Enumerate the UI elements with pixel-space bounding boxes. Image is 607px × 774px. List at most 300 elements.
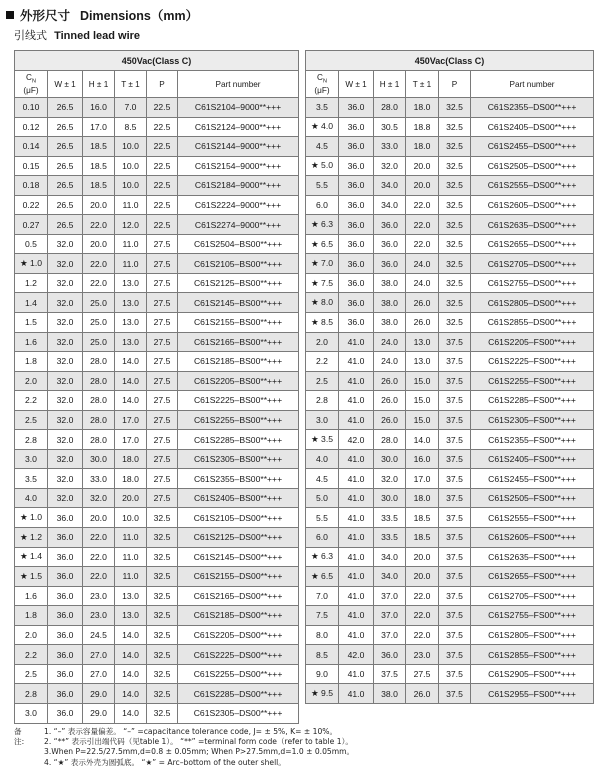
cell-height: 34.0 (374, 176, 406, 196)
cell-pitch: 32.5 (439, 137, 471, 157)
cell-capacitance: 1.6 (15, 332, 48, 352)
cell-height: 38.0 (374, 684, 406, 704)
cell-thickness: 18.0 (115, 449, 147, 469)
cell-pitch: 32.5 (439, 215, 471, 235)
table-row (306, 371, 594, 391)
cell-part-number: C61S2655–DS00**+++ (471, 234, 594, 254)
table-row (15, 352, 299, 372)
cell-width: 41.0 (339, 449, 374, 469)
cell-part-number: C61S2144–9000**+++ (178, 137, 299, 157)
cell-part-number: C61S2185–BS00**+++ (178, 352, 299, 372)
table-row (306, 469, 594, 489)
cell-height: 16.0 (83, 98, 115, 118)
table-row (15, 117, 299, 137)
cn-symbol: C (26, 72, 32, 82)
cell-width: 36.0 (339, 215, 374, 235)
cell-pitch: 32.5 (147, 567, 178, 587)
table-row (15, 215, 299, 235)
cell-height: 33.5 (374, 528, 406, 548)
cell-width: 41.0 (339, 352, 374, 372)
cell-width: 36.0 (48, 586, 83, 606)
cell-part-number: C61S2255–DS00**+++ (178, 664, 299, 684)
cell-width: 41.0 (339, 567, 374, 587)
cell-width: 41.0 (339, 469, 374, 489)
col-width: W ± 1 (48, 71, 83, 98)
cell-height: 38.0 (374, 273, 406, 293)
table-row (15, 410, 299, 430)
cell-width: 36.0 (339, 195, 374, 215)
cell-height: 37.0 (374, 606, 406, 626)
col-thickness: T ± 1 (406, 71, 439, 98)
cell-pitch: 27.5 (147, 371, 178, 391)
cell-thickness: 18.0 (406, 137, 439, 157)
cell-height: 36.0 (374, 645, 406, 665)
cell-pitch: 32.5 (439, 117, 471, 137)
cell-width: 41.0 (339, 606, 374, 626)
cell-height: 38.0 (374, 293, 406, 313)
cell-height: 22.0 (83, 567, 115, 587)
cell-width: 32.0 (48, 313, 83, 333)
cell-pitch: 32.5 (439, 156, 471, 176)
cell-width: 36.0 (48, 645, 83, 665)
table-row (15, 430, 299, 450)
cell-height: 37.5 (374, 664, 406, 684)
note-line: 3.When P=22.5/27.5mm,d=0.8 ± 0.05mm; When P>27.5mm,d=1.0 ± 0.05mm。 (44, 747, 355, 757)
cell-part-number: C61S2405–BS00**+++ (178, 488, 299, 508)
table-row (306, 567, 594, 587)
cell-pitch: 22.5 (147, 215, 178, 235)
cell-capacitance: 7.5 (306, 606, 339, 626)
cell-width: 32.0 (48, 488, 83, 508)
table-row (15, 176, 299, 196)
cell-part-number: C61S2504–BS00**+++ (178, 234, 299, 254)
cell-capacitance: ★ 9.5 (306, 684, 339, 704)
cell-part-number: C61S2165–DS00**+++ (178, 586, 299, 606)
cell-pitch: 27.5 (147, 352, 178, 372)
note-line: 4. “★” 表示外壳为圆弧底。 “★” = Arc–bottom of the outer shell。 (44, 757, 286, 767)
cell-part-number: C61S2455–DS00**+++ (471, 137, 594, 157)
table-row (306, 410, 594, 430)
cell-height: 18.5 (83, 156, 115, 176)
cell-part-number: C61S2635–DS00**+++ (471, 215, 594, 235)
cn-unit: (μF) (314, 86, 330, 96)
col-pitch: P (147, 71, 178, 98)
class-header: 450Vac(Class C) (306, 51, 594, 71)
cell-thickness: 11.0 (115, 567, 147, 587)
cell-width: 36.0 (48, 703, 83, 723)
table-row (306, 508, 594, 528)
cell-thickness: 12.0 (115, 215, 147, 235)
cell-part-number: C61S2145–DS00**+++ (178, 547, 299, 567)
cell-capacitance: 2.8 (306, 391, 339, 411)
cell-width: 36.0 (339, 117, 374, 137)
cell-part-number: C61S2285–BS00**+++ (178, 430, 299, 450)
table-row (306, 273, 594, 293)
cell-part-number: C61S2224–9000**+++ (178, 195, 299, 215)
cell-pitch: 27.5 (147, 469, 178, 489)
cell-capacitance: 1.8 (15, 352, 48, 372)
cell-height: 23.0 (83, 606, 115, 626)
cell-height: 33.0 (83, 469, 115, 489)
cn-symbol: C (317, 72, 323, 82)
dimensions-table-left (14, 50, 299, 724)
table-row (306, 391, 594, 411)
table-row (306, 137, 594, 157)
col-height: H ± 1 (83, 71, 115, 98)
cell-part-number: C61S2805–FS00**+++ (471, 625, 594, 645)
left-table-body (15, 98, 299, 724)
cell-thickness: 18.0 (406, 488, 439, 508)
cell-part-number: C61S2155–DS00**+++ (178, 567, 299, 587)
cell-width: 36.0 (48, 684, 83, 704)
cell-thickness: 14.0 (115, 645, 147, 665)
table-row (15, 332, 299, 352)
cell-width: 41.0 (339, 371, 374, 391)
cell-thickness: 24.0 (406, 273, 439, 293)
cell-width: 36.0 (339, 98, 374, 118)
cell-height: 26.0 (374, 371, 406, 391)
cell-part-number: C61S2165–BS00**+++ (178, 332, 299, 352)
col-thickness: T ± 1 (115, 71, 147, 98)
cell-width: 41.0 (339, 547, 374, 567)
table-row (306, 332, 594, 352)
cell-thickness: 22.0 (406, 195, 439, 215)
cell-width: 36.0 (339, 254, 374, 274)
cell-height: 28.0 (83, 391, 115, 411)
cell-pitch: 37.5 (439, 469, 471, 489)
cell-thickness: 13.0 (115, 313, 147, 333)
cell-part-number: C61S2274–9000**+++ (178, 215, 299, 235)
table-row (306, 684, 594, 704)
cell-width: 26.5 (48, 176, 83, 196)
table-row (15, 664, 299, 684)
cell-thickness: 8.5 (115, 117, 147, 137)
cell-capacitance: 2.5 (15, 664, 48, 684)
cell-height: 37.0 (374, 625, 406, 645)
table-row (306, 430, 594, 450)
cell-part-number: C61S2555–DS00**+++ (471, 176, 594, 196)
cell-part-number: C61S2855–FS00**+++ (471, 645, 594, 665)
cell-pitch: 22.5 (147, 117, 178, 137)
cell-capacitance: ★ 4.0 (306, 117, 339, 137)
cell-pitch: 27.5 (147, 332, 178, 352)
table-row (15, 234, 299, 254)
cell-capacitance: 4.0 (15, 488, 48, 508)
table-row (15, 645, 299, 665)
cell-pitch: 32.5 (439, 98, 471, 118)
cell-width: 36.0 (339, 234, 374, 254)
cell-part-number: C61S2255–FS00**+++ (471, 371, 594, 391)
table-row (15, 586, 299, 606)
cell-pitch: 37.5 (439, 449, 471, 469)
cell-pitch: 37.5 (439, 664, 471, 684)
cell-part-number: C61S2255–BS00**+++ (178, 410, 299, 430)
cn-subscript: N (322, 78, 327, 85)
cell-thickness: 22.0 (406, 586, 439, 606)
cell-part-number: C61S2605–DS00**+++ (471, 195, 594, 215)
cell-thickness: 14.0 (115, 371, 147, 391)
cell-width: 36.0 (48, 528, 83, 548)
cell-pitch: 37.5 (439, 606, 471, 626)
cell-part-number: C61S2225–BS00**+++ (178, 391, 299, 411)
cell-capacitance: 5.5 (306, 508, 339, 528)
cell-height: 32.0 (374, 156, 406, 176)
cell-capacitance: 6.0 (306, 195, 339, 215)
cell-width: 36.0 (48, 508, 83, 528)
cell-part-number: C61S2145–BS00**+++ (178, 293, 299, 313)
cell-thickness: 14.0 (406, 430, 439, 450)
cell-pitch: 32.5 (439, 195, 471, 215)
cell-thickness: 27.5 (406, 664, 439, 684)
col-capacitance (306, 71, 339, 98)
cell-pitch: 37.5 (439, 586, 471, 606)
cell-part-number: C61S2205–DS00**+++ (178, 625, 299, 645)
section-subtitle (14, 27, 140, 43)
cell-thickness: 13.0 (115, 606, 147, 626)
cell-pitch: 32.5 (147, 664, 178, 684)
cell-capacitance: 1.2 (15, 273, 48, 293)
cell-width: 41.0 (339, 586, 374, 606)
cell-capacitance: 3.5 (306, 98, 339, 118)
cell-part-number: C61S2355–DS00**+++ (471, 98, 594, 118)
cell-capacitance: ★ 6.5 (306, 567, 339, 587)
cell-thickness: 14.0 (115, 352, 147, 372)
cell-thickness: 18.0 (406, 98, 439, 118)
cell-pitch: 32.5 (439, 313, 471, 333)
cell-height: 24.0 (374, 352, 406, 372)
table-row (306, 234, 594, 254)
cell-pitch: 32.5 (439, 293, 471, 313)
cell-pitch: 22.5 (147, 137, 178, 157)
cell-pitch: 32.5 (439, 273, 471, 293)
cell-pitch: 27.5 (147, 273, 178, 293)
cell-width: 36.0 (48, 606, 83, 626)
cell-width: 26.5 (48, 156, 83, 176)
cell-capacitance: ★ 1.2 (15, 528, 48, 548)
cell-part-number: C61S2205–FS00**+++ (471, 332, 594, 352)
cell-part-number: C61S2405–FS00**+++ (471, 449, 594, 469)
cell-part-number: C61S2805–DS00**+++ (471, 293, 594, 313)
cell-thickness: 13.0 (115, 332, 147, 352)
table-row (15, 703, 299, 723)
table-row (15, 371, 299, 391)
cell-part-number: C61S2124–9000**+++ (178, 117, 299, 137)
table-row (306, 156, 594, 176)
cell-capacitance: 0.15 (15, 156, 48, 176)
cell-capacitance: 2.0 (15, 371, 48, 391)
cell-height: 28.0 (83, 352, 115, 372)
cell-part-number: C61S2285–DS00**+++ (178, 684, 299, 704)
cell-pitch: 32.5 (147, 645, 178, 665)
cell-thickness: 18.5 (406, 528, 439, 548)
cell-width: 32.0 (48, 332, 83, 352)
cell-height: 34.0 (374, 547, 406, 567)
cell-thickness: 20.0 (406, 156, 439, 176)
cell-part-number: C61S2655–FS00**+++ (471, 567, 594, 587)
table-row (15, 469, 299, 489)
cell-capacitance: 0.18 (15, 176, 48, 196)
cell-thickness: 14.0 (115, 664, 147, 684)
cell-thickness: 15.0 (406, 391, 439, 411)
cell-width: 36.0 (339, 313, 374, 333)
class-header: 450Vac(Class C) (15, 51, 299, 71)
table-row (15, 449, 299, 469)
cell-thickness: 22.0 (406, 606, 439, 626)
cell-part-number: C61S2305–BS00**+++ (178, 449, 299, 469)
cell-part-number: C61S2125–DS00**+++ (178, 528, 299, 548)
cell-width: 32.0 (48, 254, 83, 274)
cell-thickness: 18.8 (406, 117, 439, 137)
cell-width: 41.0 (339, 684, 374, 704)
cell-thickness: 22.0 (406, 234, 439, 254)
cell-capacitance: 3.5 (15, 469, 48, 489)
cell-height: 32.0 (83, 488, 115, 508)
cell-width: 32.0 (48, 449, 83, 469)
cell-height: 25.0 (83, 332, 115, 352)
cell-capacitance: 2.5 (15, 410, 48, 430)
cell-thickness: 10.0 (115, 176, 147, 196)
table-row (306, 625, 594, 645)
cell-part-number: C61S2505–DS00**+++ (471, 156, 594, 176)
cell-height: 36.0 (374, 234, 406, 254)
cell-capacitance: ★ 6.5 (306, 234, 339, 254)
cell-pitch: 27.5 (147, 293, 178, 313)
cell-thickness: 11.0 (115, 234, 147, 254)
note-line: 1. “–” 表示容量偏差。 “–” =capacitance tolerance code, J= ± 5%, K= ± 10%。 (44, 727, 338, 736)
table-row (15, 606, 299, 626)
cell-capacitance: 4.5 (306, 137, 339, 157)
cell-width: 36.0 (339, 156, 374, 176)
cell-pitch: 22.5 (147, 176, 178, 196)
cell-pitch: 37.5 (439, 352, 471, 372)
cell-part-number: C61S2635–FS00**+++ (471, 547, 594, 567)
cell-capacitance: 0.27 (15, 215, 48, 235)
cell-height: 26.0 (374, 410, 406, 430)
cell-thickness: 20.0 (406, 547, 439, 567)
cell-thickness: 18.5 (406, 508, 439, 528)
cell-pitch: 32.5 (439, 234, 471, 254)
cell-capacitance: 2.8 (15, 430, 48, 450)
cell-width: 36.0 (48, 567, 83, 587)
cell-pitch: 37.5 (439, 391, 471, 411)
cell-capacitance: ★ 3.5 (306, 430, 339, 450)
cell-height: 38.0 (374, 313, 406, 333)
cell-width: 32.0 (48, 293, 83, 313)
cell-capacitance: 2.2 (306, 352, 339, 372)
cell-thickness: 26.0 (406, 293, 439, 313)
cell-capacitance: 2.0 (306, 332, 339, 352)
cell-part-number: C61S2225–FS00**+++ (471, 352, 594, 372)
table-row (306, 215, 594, 235)
cell-pitch: 37.5 (439, 645, 471, 665)
table-row (15, 567, 299, 587)
cell-capacitance: 3.0 (15, 703, 48, 723)
cell-capacitance: ★ 7.0 (306, 254, 339, 274)
cell-thickness: 13.0 (115, 293, 147, 313)
cell-thickness: 20.0 (406, 567, 439, 587)
table-row (15, 547, 299, 567)
cell-width: 32.0 (48, 391, 83, 411)
cell-thickness: 11.0 (115, 528, 147, 548)
cell-part-number: C61S2705–DS00**+++ (471, 254, 594, 274)
col-part-number: Part number (178, 71, 299, 98)
table-row (15, 254, 299, 274)
cell-width: 41.0 (339, 488, 374, 508)
table-row (15, 156, 299, 176)
cell-pitch: 27.5 (147, 313, 178, 333)
cell-height: 20.0 (83, 508, 115, 528)
cell-capacitance: 2.5 (306, 371, 339, 391)
cell-height: 23.0 (83, 586, 115, 606)
cell-capacitance: 3.0 (15, 449, 48, 469)
cell-pitch: 37.5 (439, 625, 471, 645)
cell-height: 30.0 (83, 449, 115, 469)
cell-pitch: 27.5 (147, 234, 178, 254)
cell-pitch: 32.5 (147, 625, 178, 645)
cell-width: 32.0 (48, 469, 83, 489)
table-row (306, 449, 594, 469)
cell-height: 33.5 (374, 508, 406, 528)
cell-height: 37.0 (374, 586, 406, 606)
cell-part-number: C61S2125–BS00**+++ (178, 273, 299, 293)
cell-pitch: 32.5 (147, 606, 178, 626)
cell-thickness: 17.0 (406, 469, 439, 489)
cell-thickness: 13.0 (406, 332, 439, 352)
dimensions-table-right (305, 50, 594, 704)
cell-thickness: 13.0 (115, 586, 147, 606)
cell-pitch: 37.5 (439, 684, 471, 704)
cell-width: 32.0 (48, 273, 83, 293)
cell-width: 36.0 (48, 625, 83, 645)
cell-pitch: 32.5 (147, 508, 178, 528)
table-row (15, 195, 299, 215)
cell-width: 26.5 (48, 195, 83, 215)
cell-width: 41.0 (339, 391, 374, 411)
col-part-number: Part number (471, 71, 594, 98)
table-row (15, 98, 299, 118)
cell-capacitance: ★ 8.0 (306, 293, 339, 313)
note-line: 2. “**” 表示引出端代码（见table 1）。 “**” =terminal form code（refer to table 1）。 (44, 737, 353, 747)
cell-part-number: C61S2905–FS00**+++ (471, 664, 594, 684)
cell-height: 26.0 (374, 391, 406, 411)
cell-capacitance: 0.10 (15, 98, 48, 118)
cell-height: 18.5 (83, 176, 115, 196)
cell-width: 36.0 (339, 273, 374, 293)
cell-height: 30.5 (374, 117, 406, 137)
cell-part-number: C61S2755–DS00**+++ (471, 273, 594, 293)
section-title (6, 6, 198, 24)
cell-pitch: 32.5 (147, 547, 178, 567)
cell-height: 28.0 (83, 410, 115, 430)
cell-capacitance: ★ 6.3 (306, 547, 339, 567)
cell-thickness: 17.0 (115, 410, 147, 430)
cell-capacitance: 3.0 (306, 410, 339, 430)
table-row (306, 586, 594, 606)
cell-height: 30.0 (374, 488, 406, 508)
cell-height: 20.0 (83, 195, 115, 215)
cell-height: 36.0 (374, 215, 406, 235)
cell-width: 36.0 (339, 137, 374, 157)
cell-capacitance: 1.8 (15, 606, 48, 626)
cell-capacitance: 2.2 (15, 391, 48, 411)
cell-height: 28.0 (83, 371, 115, 391)
cell-height: 20.0 (83, 234, 115, 254)
cell-thickness: 22.0 (406, 215, 439, 235)
cell-part-number: C61S2305–DS00**+++ (178, 703, 299, 723)
cell-height: 22.0 (83, 273, 115, 293)
cell-pitch: 27.5 (147, 488, 178, 508)
col-capacitance (15, 71, 48, 98)
